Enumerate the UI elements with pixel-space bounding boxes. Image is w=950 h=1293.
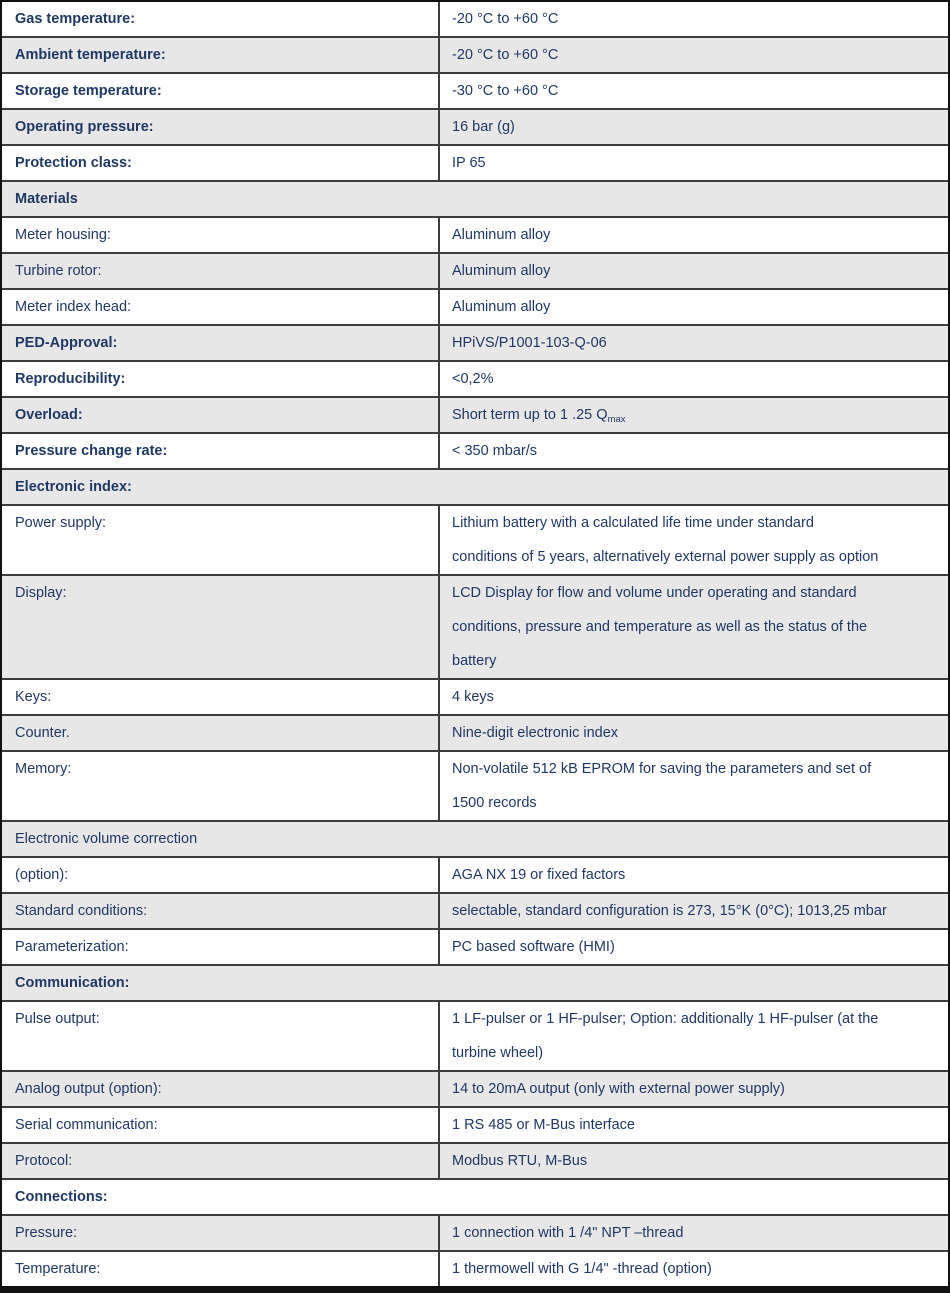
spec-value-cell	[440, 894, 948, 928]
section-header-row	[2, 470, 948, 506]
spec-value-line: < 350 mbar/s	[452, 443, 538, 459]
spec-row	[2, 146, 948, 182]
spec-row	[2, 218, 948, 254]
spec-row	[2, 858, 948, 894]
spec-value-cell	[440, 858, 948, 892]
spec-row	[2, 716, 948, 752]
spec-label-cell: Display:	[2, 576, 440, 678]
spec-value-cell	[440, 506, 948, 574]
spec-row	[2, 1072, 948, 1108]
spec-value-cell	[440, 362, 948, 396]
spec-row	[2, 362, 948, 398]
spec-row	[2, 434, 948, 470]
spec-value-line: 1 LF-pulser or 1 HF-pulser; Option: additionally 1 HF-pulser (at the	[452, 1011, 879, 1027]
spec-value-line: PC based software (HMI)	[452, 939, 615, 955]
spec-label-cell: Memory:	[2, 752, 440, 820]
section-header-row	[2, 966, 948, 1002]
spec-row	[2, 398, 948, 434]
spec-value-line: 4 keys	[452, 689, 494, 705]
spec-value-line: Lithium battery with a calculated life time under standard	[452, 515, 814, 531]
section-header-label: Connections:	[15, 1189, 108, 1205]
spec-value-line: Aluminum alloy	[452, 227, 551, 243]
spec-row	[2, 290, 948, 326]
spec-value-line: battery	[452, 653, 497, 669]
spec-value-cell	[440, 1252, 948, 1286]
spec-row	[2, 1144, 948, 1180]
spec-value-line: -30 °C to +60 °C	[452, 83, 559, 99]
spec-value-line: HPiVS/P1001-103-Q-06	[452, 335, 607, 351]
spec-value-line: Nine-digit electronic index	[452, 725, 619, 741]
spec-label-cell: Meter index head:	[2, 290, 440, 324]
spec-value-line: conditions of 5 years, alternatively external power supply as option	[452, 549, 879, 565]
spec-row	[2, 2, 948, 38]
section-header-row	[2, 822, 948, 858]
spec-value-line: selectable, standard configuration is 273, 15°K (0°C); 1013,25 mbar	[452, 903, 887, 919]
spec-value-cell	[440, 146, 948, 180]
spec-value-line: 1500 records	[452, 795, 537, 811]
spec-row	[2, 752, 948, 822]
spec-row	[2, 1108, 948, 1144]
spec-value-cell	[440, 218, 948, 252]
spec-value-line: Non-volatile 512 kB EPROM for saving the parameters and set of	[452, 761, 872, 777]
spec-label-cell: PED-Approval:	[2, 326, 440, 360]
spec-row	[2, 1252, 948, 1286]
spec-label-cell: Gas temperature:	[2, 2, 440, 36]
spec-label-cell: Parameterization:	[2, 930, 440, 964]
spec-value-line: Aluminum alloy	[452, 263, 551, 279]
spec-value-line: LCD Display for flow and volume under operating and standard	[452, 585, 857, 601]
spec-label-cell: Overload:	[2, 398, 440, 432]
spec-row	[2, 680, 948, 716]
spec-value-line: 16 bar (g)	[452, 119, 515, 135]
spec-row	[2, 576, 948, 680]
spec-value-cell	[440, 434, 948, 468]
spec-row	[2, 110, 948, 146]
spec-value-line: AGA NX 19 or fixed factors	[452, 867, 626, 883]
spec-value-line: IP 65	[452, 155, 486, 171]
spec-value-line: 1 thermowell with G 1/4" -thread (option)	[452, 1261, 712, 1277]
spec-value-line: 1 connection with 1 /4" NPT –thread	[452, 1225, 684, 1241]
spec-label-cell: Reproducibility:	[2, 362, 440, 396]
spec-row	[2, 326, 948, 362]
spec-value-cell	[440, 930, 948, 964]
spec-label-cell: Storage temperature:	[2, 74, 440, 108]
spec-label-cell: Protection class:	[2, 146, 440, 180]
section-header-label: Electronic volume correction	[15, 831, 198, 847]
spec-label-cell: Pressure:	[2, 1216, 440, 1250]
spec-label-cell: Counter.	[2, 716, 440, 750]
spec-value-cell	[440, 680, 948, 714]
spec-label-cell: Operating pressure:	[2, 110, 440, 144]
spec-value-line: <0,2%	[452, 371, 494, 387]
spec-value-cell	[440, 110, 948, 144]
spec-label-cell: Temperature:	[2, 1252, 440, 1286]
spec-label-cell: Standard conditions:	[2, 894, 440, 928]
spec-value-cell	[440, 398, 948, 432]
spec-value-line: -20 °C to +60 °C	[452, 11, 559, 27]
spec-label-cell: Keys:	[2, 680, 440, 714]
spec-value-cell	[440, 1108, 948, 1142]
spec-label-cell: Meter housing:	[2, 218, 440, 252]
spec-value-cell	[440, 1216, 948, 1250]
spec-label-cell: Serial communication:	[2, 1108, 440, 1142]
spec-label-cell: Power supply:	[2, 506, 440, 574]
section-header-label: Communication:	[15, 975, 130, 991]
section-header-label: Electronic index:	[15, 479, 132, 495]
spec-value-line: Modbus RTU, M-Bus	[452, 1153, 588, 1169]
subscript-text: max	[607, 414, 626, 425]
spec-value-cell	[440, 2, 948, 36]
spec-value-line: 1 RS 485 or M-Bus interface	[452, 1117, 635, 1133]
spec-label-cell: Protocol:	[2, 1144, 440, 1178]
spec-value-line: Aluminum alloy	[452, 299, 551, 315]
spec-value-cell	[440, 254, 948, 288]
section-header-row	[2, 182, 948, 218]
spec-value-line: conditions, pressure and temperature as well as the status of the	[452, 619, 868, 635]
spec-row	[2, 1002, 948, 1072]
spec-value-cell	[440, 576, 948, 678]
spec-row	[2, 254, 948, 290]
spec-label-cell: Turbine rotor:	[2, 254, 440, 288]
spec-value-cell	[440, 1072, 948, 1106]
section-header-row	[2, 1180, 948, 1216]
spec-row	[2, 930, 948, 966]
spec-label-cell: Pressure change rate:	[2, 434, 440, 468]
spec-row	[2, 506, 948, 576]
spec-value-cell	[440, 38, 948, 72]
spec-row	[2, 74, 948, 110]
spec-value-cell	[440, 752, 948, 820]
spec-value-line: -20 °C to +60 °C	[452, 47, 559, 63]
spec-label-cell: Analog output (option):	[2, 1072, 440, 1106]
spec-value-line: turbine wheel)	[452, 1045, 544, 1061]
spec-value-cell	[440, 74, 948, 108]
spec-value-cell	[440, 1144, 948, 1178]
spec-label-cell: Ambient temperature:	[2, 38, 440, 72]
section-header-label: Materials	[15, 191, 78, 207]
spec-value-cell	[440, 716, 948, 750]
spec-value-line: Short term up to 1 .25 $Q_{max}$	[452, 407, 626, 425]
spec-label-cell: Pulse output:	[2, 1002, 440, 1070]
spec-value-cell	[440, 1002, 948, 1070]
spec-value-cell	[440, 290, 948, 324]
spec-row	[2, 894, 948, 930]
spec-row	[2, 38, 948, 74]
spec-row	[2, 1216, 948, 1252]
spec-value-line: 14 to 20mA output (only with external power supply)	[452, 1081, 785, 1097]
spec-label-cell: (option):	[2, 858, 440, 892]
spec-value-cell	[440, 326, 948, 360]
